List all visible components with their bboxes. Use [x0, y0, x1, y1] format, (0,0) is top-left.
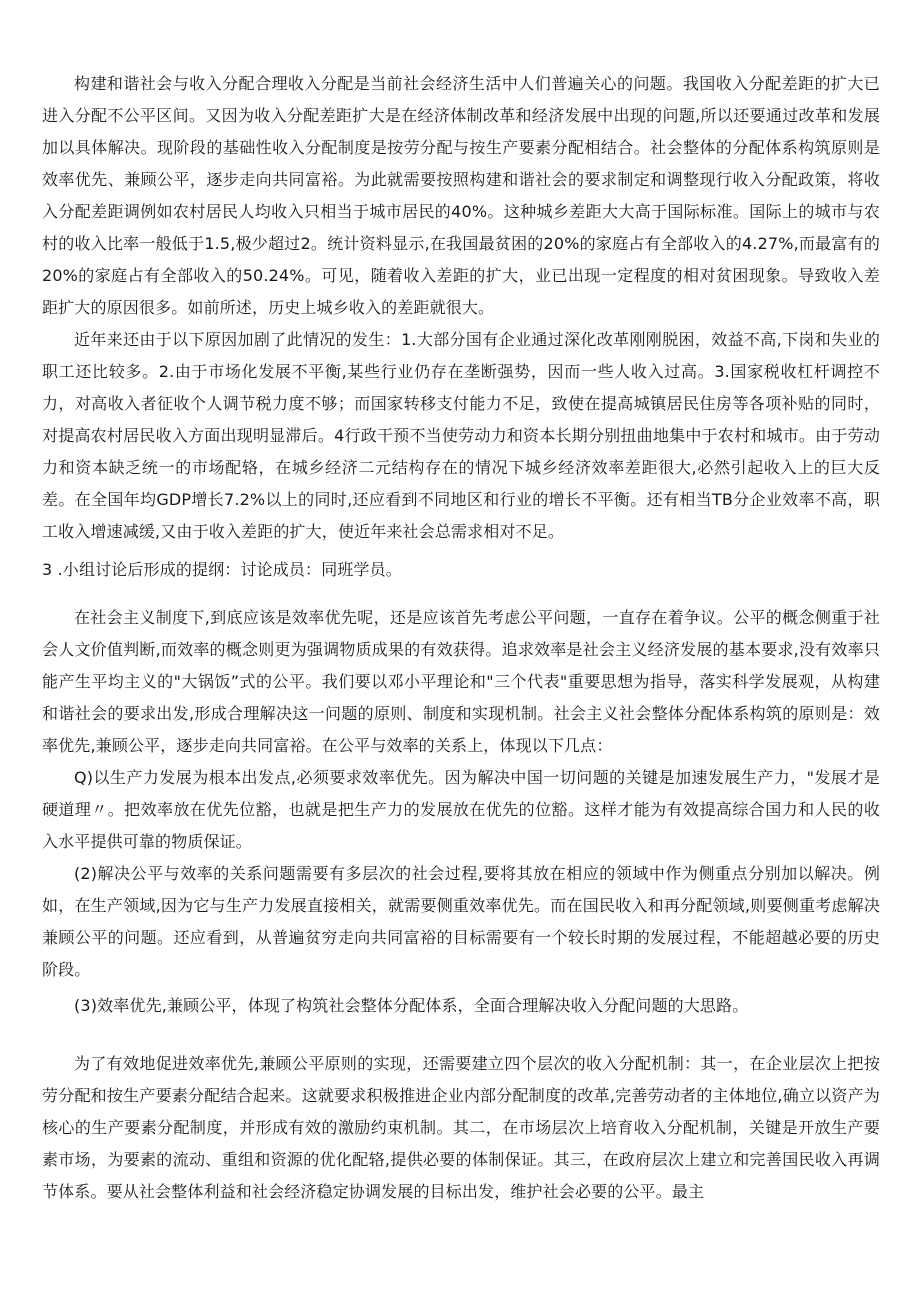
- paragraph-recent-causes: 近年来还由于以下原因加剧了此情况的发生：1.大部分国有企业通过深化改革刚刚脱困，效益不高,下岗和失业的职工还比较多。2.由于市场化发展不平衡,某些行业仍存在垄断强势，因而一些人收入过高。3.国家税收杠杆调控不力，对高收入者征收个人调节税力度不够；而国家转移支付能力不足，致使在提高城镇居民住房等各项补贴的同时，对提高农村居民收入方面出现明显滞后。4行政干预不当使劳动力和资本长期分别扭曲地集中于农村和城市。由于劳动力和资本缺乏统一的市场配辂，在城乡经济二元结构存在的情况下城乡经济效率差距很大,必然引起收入上的巨大反差。在全国年均GDP增长7.2%以上的同时,还应看到不同地区和行业的增长不平衡。还有相当TB分企业效率不高，职工收入增速减缓,又由于收入差距的扩大，使近年来社会总需求相对不足。: [42, 330, 880, 541]
- paragraph-efficiency-fairness: 在社会主义制度下,到底应该是效率优先呢，还是应该首先考虑公平问题，一直存在着争议。公平的概念侧重于社会人文价值判断,而效率的概念则更为强调物质成果的有效获得。追求效率是社会主义经济发展的基本要求,没有效率只能产生平均主义的"大锅饭”式的公平。我们要以邓小平理论和"三个代表"重要思想为指导，落实科学发展观，从构建和谐社会的要求出发,形成合理解决这一问题的原则、制度和实现机制。社会主义社会整体分配体系构筑的原则是：效率优先,兼顾公平，逐步走向共同富裕。在公平与效率的关系上，体现以下几点：: [42, 608, 880, 755]
- paragraph-point-1: Q)以生产力发展为根本出发点,必须要求效率优先。因为解决中国一切问题的关键是加速发展生产力，"发展才是硬道理〃。把效率放在优先位豁，也就是把生产力的发展放在优先的位豁。这样才能为有效提高综合国力和人民的收入水平提供可靠的物质保证。: [42, 768, 880, 851]
- section-heading-outline: 3 .小组讨论后形成的提纲：讨论成员：同班学员。: [42, 560, 402, 579]
- paragraph-point-3: (3)效率优先,兼顾公平，体现了构筑社会整体分配体系，全面合理解决收入分配问题的大思路。: [74, 996, 749, 1015]
- paragraph-income-distribution: 构建和谐社会与收入分配合理收入分配是当前社会经济生活中人们普遍关心的问题。我国收入分配差距的扩大已进入分配不公平区间。又因为收入分配差距扩大是在经济体制改革和经济发展中出现的问题,所以还要通过改革和发展加以具体解决。现阶段的基础性收入分配制度是按劳分配与按生产要素分配相结合。社会整体的分配体系构筑原则是效率优先、兼顾公平，逐步走向共同富裕。为此就需要按照构建和谐社会的要求制定和调整现行收入分配政策，将收入分配差距调例如农村居民人均收入只相当于城市居民的40%。这种城乡差距大大高于国际标准。国际上的城市与农村的收入比率一般低于1.5,极少超过2。统计资料显示,在我国最贫困的20%的家庭占有全部收入的4.27%,而最富有的20%的家庭占有全部收入的50.24%。可见，随着收入差距的扩大，业已出现一定程度的相对贫困现象。导致收入差距扩大的原因很多。如前所述，历史上城乡收入的差距就很大。: [42, 74, 880, 317]
- paragraph-point-2: (2)解决公平与效率的关系问题需要有多层次的社会过程,要将其放在相应的领域中作为侧重点分别加以解决。例如，在生产领域,因为它与生产力发展直接相关，就需要侧重效率优先。而在国民收入和再分配领域,则要侧重考虑解决兼顾公平的问题。还应看到，从普遍贫穷走向共同富裕的目标需要有一个较长时期的发展过程，不能超越必要的历史阶段。: [42, 864, 880, 979]
- paragraph-four-mechanisms: 为了有效地促进效率优先,兼顾公平原则的实现，还需要建立四个层次的收入分配机制：其一，在企业层次上把按劳分配和按生产要素分配结合起来。这就要求积极推进企业内部分配制度的改革,完善劳动者的主体地位,确立以资产为核心的生产要素分配制度，并形成有效的激励约束机制。其二，在市场层次上培育收入分配机制，关键是开放生产要素市场，为要素的流动、重组和资源的优化配辂,提供必要的体制保证。其三，在政府层次上建立和完善国民收入再调节体系。要从社会整体利益和社会经济稳定协调发展的目标出发，维护社会必要的公平。最主: [42, 1054, 880, 1201]
